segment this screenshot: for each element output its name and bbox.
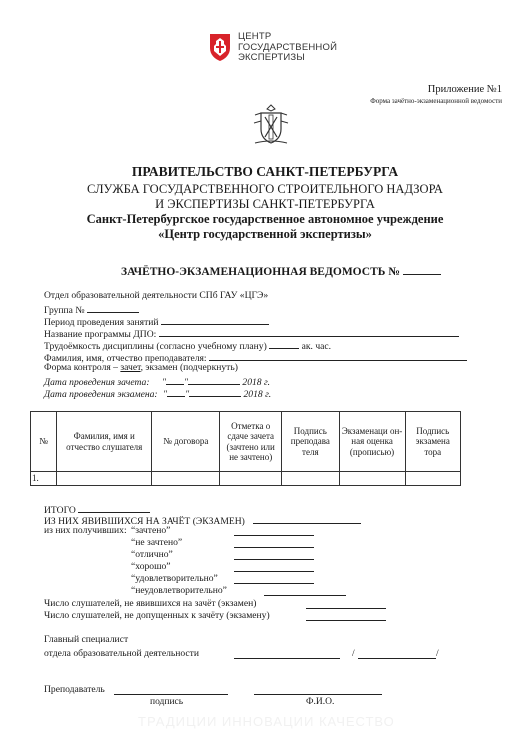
service-line-1: СЛУЖБА ГОСУДАРСТВЕННОГО СТРОИТЕЛЬНОГО НАДЗОРА (87, 182, 443, 196)
fio-caption: Ф.И.О. (306, 697, 335, 707)
chief-signature-field[interactable] (234, 648, 340, 659)
department-line: Отдел образовательной деятельности СПб ГАУ «ЦГЭ» (44, 290, 269, 301)
appeared-field[interactable] (253, 513, 361, 524)
total-field[interactable] (78, 502, 150, 513)
not-admitted-field[interactable] (306, 610, 386, 621)
grade-ne-zachteno: “не зачтено” (131, 537, 183, 548)
logo-line-2: ГОСУДАРСТВЕННОЙ (238, 41, 338, 53)
results-table (30, 411, 461, 486)
teacher-field[interactable] (209, 350, 467, 361)
grade-otlichno: “отлично” (131, 549, 173, 560)
grade-zachteno-field[interactable] (234, 525, 314, 536)
header-teacher-signature: Подпись преподава теля (282, 412, 340, 472)
header-contract: № договора (152, 412, 220, 472)
grade-otlichno-field[interactable] (234, 549, 314, 560)
hours-line: Трудоёмкость дисциплины (согласно учебному плану) ак. час. (44, 338, 331, 353)
chief-title-line-2: отдела образовательной деятельности (44, 648, 199, 659)
logo-line-3: ЭКСПЕРТИЗЫ (238, 52, 305, 63)
grade-udovl-field[interactable] (234, 573, 314, 584)
service-line-2: И ЭКСПЕРТИЗЫ САНКТ-ПЕТЕРБУРГА (155, 197, 375, 211)
group-line: Группа № (44, 302, 139, 317)
grade-horosho: “хорошо” (131, 561, 171, 572)
gov-heading: ПРАВИТЕЛЬСТВО САНКТ-ПЕТЕРБУРГА (131, 164, 399, 179)
row-contract-cell[interactable] (152, 472, 220, 486)
header-exam-grade: Экзаменаци он-ная оценка (прописью) (339, 412, 405, 472)
appendix-subtitle: Форма зачётно-экзаменационной ведомости (370, 97, 502, 105)
period-field[interactable] (161, 314, 269, 325)
logo-line-1: ЦЕНТР (238, 31, 272, 42)
row-examiner-sign-cell[interactable] (405, 472, 461, 486)
grade-zachteno: “зачтено” (131, 525, 171, 536)
row-zachet-cell[interactable] (220, 472, 282, 486)
coat-of-arms-icon (251, 103, 291, 147)
header-zachet-mark: Отметка о сдаче зачета (зачтено или не зачтено) (220, 412, 282, 472)
org-line-1: Санкт-Петербургское государственное автономное учреждение (86, 212, 444, 226)
row-teacher-sign-cell[interactable] (282, 472, 340, 486)
table-row (31, 472, 461, 486)
control-form-line: Форма контроля – зачет, экзамен (подчеркнуть) (44, 362, 238, 373)
chief-title-line-1: Главный специалист (44, 634, 129, 645)
slash-left: / (352, 648, 355, 659)
teacher-fio-field[interactable] (254, 684, 382, 695)
grade-ne-zachteno-field[interactable] (234, 537, 314, 548)
document-title: ЗАЧЁТНО-ЭКЗАМЕНАЦИОННАЯ ВЕДОМОСТЬ № (121, 264, 441, 278)
program-line: Название программы ДПО: (44, 326, 459, 341)
date-exam-day-field[interactable] (167, 386, 185, 397)
footer-watermark: ТРАДИЦИИ ИННОВАЦИИ КАЧЕСТВО (138, 714, 395, 729)
teacher-sign-label: Преподаватель (44, 684, 105, 695)
slash-right: / (436, 648, 439, 659)
appeared-line: ИЗ НИХ ЯВИВШИХСЯ НА ЗАЧЁТ (ЭКЗАМЕН) (44, 513, 361, 528)
program-field[interactable] (159, 326, 459, 337)
not-appeared-field[interactable] (306, 598, 386, 609)
hours-field[interactable] (269, 338, 299, 349)
grade-horosho-field[interactable] (234, 561, 314, 572)
total-line: ИТОГО (44, 502, 150, 517)
emblem-icon (208, 32, 232, 62)
teacher-line: Фамилия, имя, отчество преподавателя: (44, 350, 467, 365)
date-zachet-month-field[interactable] (188, 374, 240, 385)
received-line: из них получивших: (44, 525, 127, 536)
date-zachet-line: Дата проведения зачета: " " 2018 г. (44, 374, 270, 389)
logo (208, 32, 348, 72)
org-line-2: «Центр государственной экспертизы» (158, 227, 372, 241)
row-fio-cell[interactable] (57, 472, 152, 486)
not-admitted-line: Число слушателей, не допущенных к зачёту (экзамену) (44, 610, 270, 621)
date-exam-line: Дата проведения экзамена: " " 2018 г. (44, 386, 271, 401)
period-line: Период проведения занятий (44, 314, 269, 329)
not-appeared-line: Число слушателей, не явившихся на зачёт (экзамен) (44, 598, 257, 609)
grade-neudovl-field[interactable] (264, 585, 346, 596)
header-fio: Фамилия, имя и отчество слушателя (57, 412, 152, 472)
date-zachet-day-field[interactable] (166, 374, 184, 385)
row-grade-cell[interactable] (339, 472, 405, 486)
chief-name-field[interactable] (358, 648, 436, 659)
signature-caption: подпись (150, 697, 184, 707)
appendix-title: Приложение №1 (427, 84, 502, 95)
grade-neudovl: “неудовлетворительно” (131, 585, 227, 596)
table-header-row (31, 412, 461, 472)
teacher-signature-field[interactable] (114, 684, 228, 695)
header-number: № (31, 412, 57, 472)
date-exam-month-field[interactable] (189, 386, 241, 397)
group-field[interactable] (87, 302, 139, 313)
row-number: 1. (31, 472, 57, 486)
header-examiner-signature: Подпись экзамена тора (405, 412, 461, 472)
grade-udovl: “удовлетворительно” (131, 573, 218, 584)
number-field[interactable] (403, 264, 441, 275)
